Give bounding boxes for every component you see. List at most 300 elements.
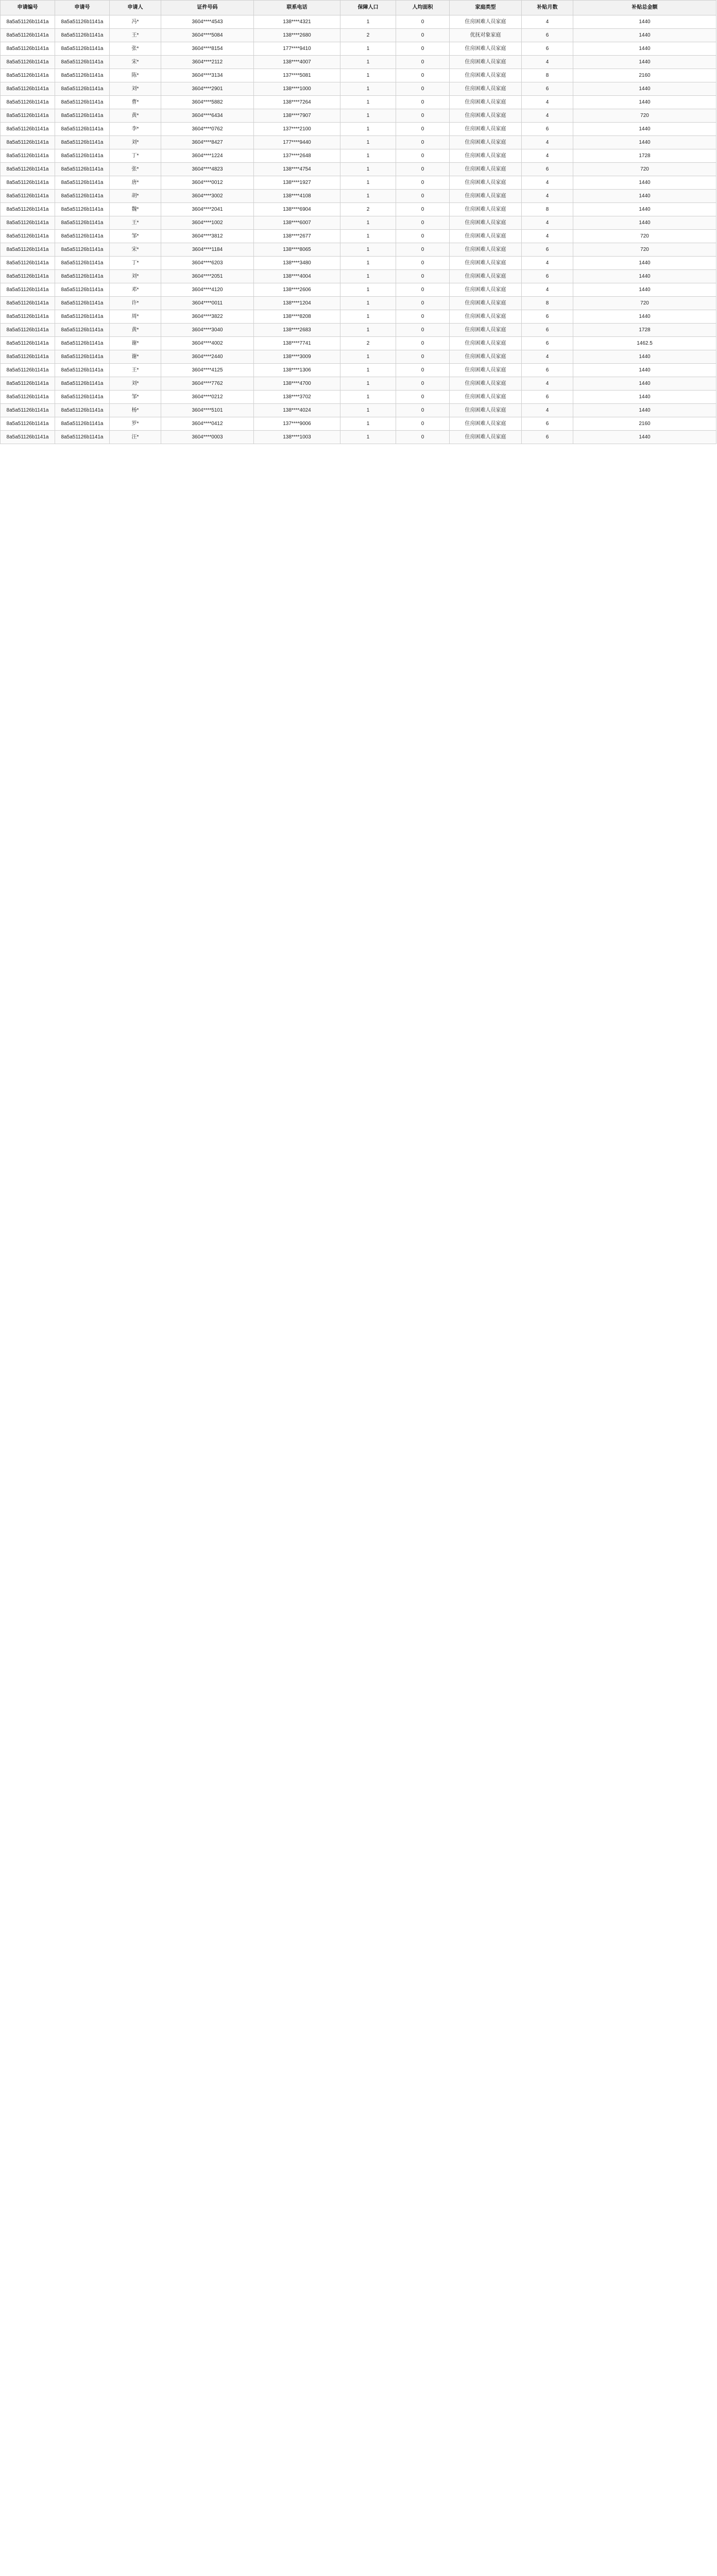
cell-no: 8a5a51126b1141a bbox=[55, 15, 110, 29]
table-row bbox=[1, 149, 716, 163]
col-header-id: 申请编号 bbox=[1, 1, 55, 15]
cell-id: 8a5a51126b1141a bbox=[1, 190, 55, 203]
cell-no: 8a5a51126b1141a bbox=[55, 310, 110, 324]
cell-no: 8a5a51126b1141a bbox=[55, 82, 110, 96]
table-row bbox=[1, 29, 716, 42]
table-row bbox=[1, 377, 716, 391]
cell-area: 0 bbox=[396, 417, 450, 431]
cell-card: 3604****3812 bbox=[161, 230, 254, 243]
cell-no: 8a5a51126b1141a bbox=[55, 56, 110, 69]
cell-id: 8a5a51126b1141a bbox=[1, 82, 55, 96]
cell-type: 住房困难人员家庭 bbox=[450, 257, 522, 270]
cell-phone: 138****7264 bbox=[254, 96, 340, 109]
cell-amount: 1440 bbox=[573, 136, 716, 149]
cell-card: 3604****1002 bbox=[161, 216, 254, 230]
cell-area: 0 bbox=[396, 431, 450, 444]
cell-no: 8a5a51126b1141a bbox=[55, 283, 110, 297]
cell-phone: 138****1306 bbox=[254, 364, 340, 377]
cell-name: 黄* bbox=[110, 324, 161, 337]
cell-id: 8a5a51126b1141a bbox=[1, 310, 55, 324]
cell-amount: 720 bbox=[573, 297, 716, 310]
cell-id: 8a5a51126b1141a bbox=[1, 417, 55, 431]
cell-no: 8a5a51126b1141a bbox=[55, 337, 110, 350]
cell-id: 8a5a51126b1141a bbox=[1, 377, 55, 391]
cell-type: 住房困难人员家庭 bbox=[450, 203, 522, 216]
cell-card: 3604****0012 bbox=[161, 176, 254, 190]
cell-name: 张* bbox=[110, 42, 161, 56]
table-row bbox=[1, 243, 716, 257]
cell-type: 住房困难人员家庭 bbox=[450, 431, 522, 444]
cell-area: 0 bbox=[396, 230, 450, 243]
cell-id: 8a5a51126b1141a bbox=[1, 337, 55, 350]
cell-area: 0 bbox=[396, 377, 450, 391]
cell-phone: 138****7741 bbox=[254, 337, 340, 350]
cell-amount: 1440 bbox=[573, 15, 716, 29]
cell-area: 0 bbox=[396, 123, 450, 136]
cell-card: 3604****2901 bbox=[161, 82, 254, 96]
cell-id: 8a5a51126b1141a bbox=[1, 257, 55, 270]
cell-card: 3604****3134 bbox=[161, 69, 254, 82]
cell-amount: 1440 bbox=[573, 190, 716, 203]
cell-no: 8a5a51126b1141a bbox=[55, 377, 110, 391]
cell-phone: 138****4024 bbox=[254, 404, 340, 417]
cell-id: 8a5a51126b1141a bbox=[1, 431, 55, 444]
cell-phone: 137****5081 bbox=[254, 69, 340, 82]
cell-area: 0 bbox=[396, 404, 450, 417]
cell-months: 4 bbox=[522, 283, 573, 297]
cell-id: 8a5a51126b1141a bbox=[1, 203, 55, 216]
cell-pop: 1 bbox=[340, 391, 396, 404]
cell-amount: 1440 bbox=[573, 123, 716, 136]
cell-card: 3604****2051 bbox=[161, 270, 254, 283]
cell-type: 住房困难人员家庭 bbox=[450, 404, 522, 417]
col-header-card: 证件号码 bbox=[161, 1, 254, 15]
cell-no: 8a5a51126b1141a bbox=[55, 149, 110, 163]
cell-name: 刘* bbox=[110, 270, 161, 283]
cell-no: 8a5a51126b1141a bbox=[55, 163, 110, 176]
cell-type: 住房困难人员家庭 bbox=[450, 270, 522, 283]
cell-name: 许* bbox=[110, 297, 161, 310]
cell-amount: 720 bbox=[573, 243, 716, 257]
cell-area: 0 bbox=[396, 391, 450, 404]
cell-months: 6 bbox=[522, 417, 573, 431]
cell-phone: 138****4004 bbox=[254, 270, 340, 283]
table-row bbox=[1, 324, 716, 337]
cell-phone: 138****6904 bbox=[254, 203, 340, 216]
cell-no: 8a5a51126b1141a bbox=[55, 29, 110, 42]
cell-months: 6 bbox=[522, 123, 573, 136]
cell-amount: 2160 bbox=[573, 69, 716, 82]
cell-area: 0 bbox=[396, 203, 450, 216]
cell-name: 黄* bbox=[110, 109, 161, 123]
cell-type: 住房困难人员家庭 bbox=[450, 82, 522, 96]
cell-type: 住房困难人员家庭 bbox=[450, 324, 522, 337]
cell-months: 4 bbox=[522, 190, 573, 203]
cell-type: 住房困难人员家庭 bbox=[450, 337, 522, 350]
cell-months: 6 bbox=[522, 82, 573, 96]
cell-id: 8a5a51126b1141a bbox=[1, 364, 55, 377]
cell-card: 3604****3002 bbox=[161, 190, 254, 203]
cell-id: 8a5a51126b1141a bbox=[1, 350, 55, 364]
cell-months: 8 bbox=[522, 203, 573, 216]
cell-no: 8a5a51126b1141a bbox=[55, 391, 110, 404]
cell-months: 4 bbox=[522, 216, 573, 230]
cell-months: 4 bbox=[522, 109, 573, 123]
cell-amount: 1440 bbox=[573, 257, 716, 270]
table-row bbox=[1, 270, 716, 283]
cell-pop: 1 bbox=[340, 190, 396, 203]
cell-amount: 1462.5 bbox=[573, 337, 716, 350]
cell-phone: 138****4321 bbox=[254, 15, 340, 29]
table-row bbox=[1, 136, 716, 149]
cell-type: 住房困难人员家庭 bbox=[450, 230, 522, 243]
cell-no: 8a5a51126b1141a bbox=[55, 243, 110, 257]
cell-area: 0 bbox=[396, 337, 450, 350]
cell-months: 4 bbox=[522, 176, 573, 190]
cell-pop: 2 bbox=[340, 203, 396, 216]
cell-area: 0 bbox=[396, 257, 450, 270]
cell-months: 6 bbox=[522, 270, 573, 283]
cell-months: 4 bbox=[522, 377, 573, 391]
cell-name: 刘* bbox=[110, 82, 161, 96]
cell-type: 住房困难人员家庭 bbox=[450, 176, 522, 190]
cell-pop: 1 bbox=[340, 216, 396, 230]
header-row bbox=[1, 1, 716, 15]
cell-id: 8a5a51126b1141a bbox=[1, 270, 55, 283]
cell-name: 宋* bbox=[110, 243, 161, 257]
cell-pop: 1 bbox=[340, 283, 396, 297]
col-header-amount: 补贴总金额 bbox=[573, 1, 716, 15]
cell-id: 8a5a51126b1141a bbox=[1, 136, 55, 149]
cell-months: 6 bbox=[522, 163, 573, 176]
cell-card: 3604****4125 bbox=[161, 364, 254, 377]
table-row bbox=[1, 230, 716, 243]
cell-card: 3604****0003 bbox=[161, 431, 254, 444]
cell-card: 3604****2440 bbox=[161, 350, 254, 364]
cell-phone: 138****4108 bbox=[254, 190, 340, 203]
cell-name: 唐* bbox=[110, 176, 161, 190]
col-header-type: 家庭类型 bbox=[450, 1, 522, 15]
subsidy-table bbox=[0, 0, 716, 444]
cell-pop: 1 bbox=[340, 163, 396, 176]
cell-phone: 138****2606 bbox=[254, 283, 340, 297]
cell-pop: 2 bbox=[340, 337, 396, 350]
cell-months: 4 bbox=[522, 230, 573, 243]
cell-name: 曹* bbox=[110, 96, 161, 109]
cell-pop: 1 bbox=[340, 123, 396, 136]
cell-area: 0 bbox=[396, 190, 450, 203]
cell-pop: 1 bbox=[340, 377, 396, 391]
cell-amount: 1440 bbox=[573, 176, 716, 190]
cell-name: 王* bbox=[110, 364, 161, 377]
cell-type: 住房困难人员家庭 bbox=[450, 310, 522, 324]
cell-card: 3604****2041 bbox=[161, 203, 254, 216]
cell-amount: 1440 bbox=[573, 310, 716, 324]
cell-no: 8a5a51126b1141a bbox=[55, 42, 110, 56]
col-header-name: 申请人 bbox=[110, 1, 161, 15]
table-row bbox=[1, 364, 716, 377]
col-header-no: 申请号 bbox=[55, 1, 110, 15]
cell-amount: 720 bbox=[573, 109, 716, 123]
cell-type: 住房困难人员家庭 bbox=[450, 96, 522, 109]
cell-phone: 138****1000 bbox=[254, 82, 340, 96]
cell-amount: 1440 bbox=[573, 391, 716, 404]
cell-pop: 1 bbox=[340, 15, 396, 29]
cell-months: 4 bbox=[522, 56, 573, 69]
cell-pop: 1 bbox=[340, 257, 396, 270]
table-row bbox=[1, 109, 716, 123]
cell-pop: 2 bbox=[340, 29, 396, 42]
cell-amount: 2160 bbox=[573, 417, 716, 431]
cell-no: 8a5a51126b1141a bbox=[55, 364, 110, 377]
cell-amount: 1440 bbox=[573, 404, 716, 417]
cell-type: 住房困难人员家庭 bbox=[450, 149, 522, 163]
cell-months: 4 bbox=[522, 15, 573, 29]
cell-type: 住房困难人员家庭 bbox=[450, 243, 522, 257]
cell-phone: 138****3480 bbox=[254, 257, 340, 270]
cell-pop: 1 bbox=[340, 324, 396, 337]
cell-area: 0 bbox=[396, 364, 450, 377]
cell-amount: 1440 bbox=[573, 364, 716, 377]
cell-id: 8a5a51126b1141a bbox=[1, 297, 55, 310]
cell-no: 8a5a51126b1141a bbox=[55, 216, 110, 230]
cell-pop: 1 bbox=[340, 109, 396, 123]
cell-card: 3604****2112 bbox=[161, 56, 254, 69]
cell-name: 杨* bbox=[110, 404, 161, 417]
cell-no: 8a5a51126b1141a bbox=[55, 404, 110, 417]
cell-amount: 1440 bbox=[573, 431, 716, 444]
cell-area: 0 bbox=[396, 56, 450, 69]
cell-type: 住房困难人员家庭 bbox=[450, 163, 522, 176]
table-row bbox=[1, 123, 716, 136]
cell-area: 0 bbox=[396, 15, 450, 29]
cell-type: 住房困难人员家庭 bbox=[450, 417, 522, 431]
table-row bbox=[1, 417, 716, 431]
cell-type: 住房困难人员家庭 bbox=[450, 377, 522, 391]
cell-phone: 138****4007 bbox=[254, 56, 340, 69]
cell-card: 3604****7762 bbox=[161, 377, 254, 391]
cell-months: 4 bbox=[522, 149, 573, 163]
cell-amount: 1440 bbox=[573, 216, 716, 230]
cell-area: 0 bbox=[396, 109, 450, 123]
cell-area: 0 bbox=[396, 270, 450, 283]
cell-phone: 138****1204 bbox=[254, 297, 340, 310]
table-row bbox=[1, 391, 716, 404]
cell-id: 8a5a51126b1141a bbox=[1, 123, 55, 136]
table-row bbox=[1, 431, 716, 444]
cell-name: 宋* bbox=[110, 56, 161, 69]
cell-no: 8a5a51126b1141a bbox=[55, 176, 110, 190]
cell-pop: 1 bbox=[340, 297, 396, 310]
table-row bbox=[1, 69, 716, 82]
table-row bbox=[1, 297, 716, 310]
cell-months: 6 bbox=[522, 29, 573, 42]
cell-pop: 1 bbox=[340, 69, 396, 82]
cell-id: 8a5a51126b1141a bbox=[1, 404, 55, 417]
table-row bbox=[1, 42, 716, 56]
cell-area: 0 bbox=[396, 149, 450, 163]
cell-id: 8a5a51126b1141a bbox=[1, 29, 55, 42]
cell-amount: 1440 bbox=[573, 29, 716, 42]
cell-amount: 720 bbox=[573, 163, 716, 176]
cell-amount: 1728 bbox=[573, 149, 716, 163]
cell-amount: 720 bbox=[573, 230, 716, 243]
cell-phone: 138****3702 bbox=[254, 391, 340, 404]
cell-phone: 137****9006 bbox=[254, 417, 340, 431]
cell-id: 8a5a51126b1141a bbox=[1, 109, 55, 123]
table-row bbox=[1, 56, 716, 69]
cell-months: 6 bbox=[522, 391, 573, 404]
cell-type: 住房困难人员家庭 bbox=[450, 123, 522, 136]
cell-pop: 1 bbox=[340, 176, 396, 190]
cell-type: 住房困难人员家庭 bbox=[450, 283, 522, 297]
cell-area: 0 bbox=[396, 42, 450, 56]
cell-name: 刘* bbox=[110, 136, 161, 149]
cell-pop: 1 bbox=[340, 136, 396, 149]
cell-no: 8a5a51126b1141a bbox=[55, 350, 110, 364]
cell-no: 8a5a51126b1141a bbox=[55, 69, 110, 82]
cell-area: 0 bbox=[396, 29, 450, 42]
cell-area: 0 bbox=[396, 136, 450, 149]
cell-area: 0 bbox=[396, 216, 450, 230]
cell-name: 刘* bbox=[110, 377, 161, 391]
table-row bbox=[1, 96, 716, 109]
cell-pop: 1 bbox=[340, 56, 396, 69]
cell-phone: 138****1927 bbox=[254, 176, 340, 190]
cell-card: 3604****6434 bbox=[161, 109, 254, 123]
cell-phone: 138****7907 bbox=[254, 109, 340, 123]
cell-area: 0 bbox=[396, 310, 450, 324]
cell-id: 8a5a51126b1141a bbox=[1, 42, 55, 56]
cell-card: 3604****4543 bbox=[161, 15, 254, 29]
cell-no: 8a5a51126b1141a bbox=[55, 324, 110, 337]
cell-id: 8a5a51126b1141a bbox=[1, 56, 55, 69]
cell-months: 8 bbox=[522, 69, 573, 82]
cell-phone: 138****4754 bbox=[254, 163, 340, 176]
cell-pop: 1 bbox=[340, 270, 396, 283]
cell-phone: 138****4700 bbox=[254, 377, 340, 391]
cell-name: 王* bbox=[110, 216, 161, 230]
cell-pop: 1 bbox=[340, 82, 396, 96]
cell-type: 优抚对象家庭 bbox=[450, 29, 522, 42]
cell-id: 8a5a51126b1141a bbox=[1, 149, 55, 163]
table-row bbox=[1, 257, 716, 270]
cell-phone: 138****3009 bbox=[254, 350, 340, 364]
cell-name: 丁* bbox=[110, 149, 161, 163]
cell-area: 0 bbox=[396, 243, 450, 257]
cell-no: 8a5a51126b1141a bbox=[55, 109, 110, 123]
cell-amount: 1440 bbox=[573, 350, 716, 364]
cell-months: 6 bbox=[522, 243, 573, 257]
cell-type: 住房困难人员家庭 bbox=[450, 109, 522, 123]
cell-no: 8a5a51126b1141a bbox=[55, 136, 110, 149]
cell-type: 住房困难人员家庭 bbox=[450, 216, 522, 230]
cell-months: 6 bbox=[522, 42, 573, 56]
cell-area: 0 bbox=[396, 82, 450, 96]
table-row bbox=[1, 216, 716, 230]
cell-card: 3604****8427 bbox=[161, 136, 254, 149]
table-row bbox=[1, 176, 716, 190]
cell-phone: 138****2680 bbox=[254, 29, 340, 42]
table-row bbox=[1, 15, 716, 29]
cell-phone: 138****6007 bbox=[254, 216, 340, 230]
cell-pop: 1 bbox=[340, 149, 396, 163]
cell-id: 8a5a51126b1141a bbox=[1, 163, 55, 176]
cell-no: 8a5a51126b1141a bbox=[55, 297, 110, 310]
cell-id: 8a5a51126b1141a bbox=[1, 230, 55, 243]
cell-name: 魏* bbox=[110, 203, 161, 216]
cell-no: 8a5a51126b1141a bbox=[55, 417, 110, 431]
cell-months: 6 bbox=[522, 310, 573, 324]
cell-type: 住房困难人员家庭 bbox=[450, 364, 522, 377]
cell-card: 3604****6203 bbox=[161, 257, 254, 270]
col-header-area: 人均面积 bbox=[396, 1, 450, 15]
cell-name: 胡* bbox=[110, 190, 161, 203]
cell-amount: 1440 bbox=[573, 42, 716, 56]
cell-name: 王* bbox=[110, 29, 161, 42]
col-header-months: 补贴月数 bbox=[522, 1, 573, 15]
cell-card: 3604****5084 bbox=[161, 29, 254, 42]
table-row bbox=[1, 337, 716, 350]
cell-card: 3604****1184 bbox=[161, 243, 254, 257]
cell-no: 8a5a51126b1141a bbox=[55, 431, 110, 444]
cell-amount: 1440 bbox=[573, 82, 716, 96]
cell-card: 3604****1224 bbox=[161, 149, 254, 163]
cell-amount: 1440 bbox=[573, 283, 716, 297]
cell-amount: 1440 bbox=[573, 270, 716, 283]
cell-phone: 138****8208 bbox=[254, 310, 340, 324]
cell-card: 3604****4002 bbox=[161, 337, 254, 350]
cell-phone: 137****2648 bbox=[254, 149, 340, 163]
cell-phone: 138****2683 bbox=[254, 324, 340, 337]
cell-id: 8a5a51126b1141a bbox=[1, 15, 55, 29]
cell-id: 8a5a51126b1141a bbox=[1, 324, 55, 337]
table-row bbox=[1, 163, 716, 176]
cell-id: 8a5a51126b1141a bbox=[1, 391, 55, 404]
table-row bbox=[1, 350, 716, 364]
cell-name: 邓* bbox=[110, 283, 161, 297]
cell-card: 3604****5101 bbox=[161, 404, 254, 417]
cell-name: 汪* bbox=[110, 431, 161, 444]
cell-name: 李* bbox=[110, 123, 161, 136]
cell-months: 6 bbox=[522, 337, 573, 350]
cell-pop: 1 bbox=[340, 96, 396, 109]
cell-pop: 1 bbox=[340, 230, 396, 243]
cell-card: 3604****3040 bbox=[161, 324, 254, 337]
cell-months: 6 bbox=[522, 364, 573, 377]
cell-no: 8a5a51126b1141a bbox=[55, 123, 110, 136]
cell-months: 4 bbox=[522, 136, 573, 149]
table-row bbox=[1, 190, 716, 203]
cell-type: 住房困难人员家庭 bbox=[450, 350, 522, 364]
cell-pop: 1 bbox=[340, 42, 396, 56]
cell-name: 邹* bbox=[110, 230, 161, 243]
cell-type: 住房困难人员家庭 bbox=[450, 15, 522, 29]
cell-months: 4 bbox=[522, 257, 573, 270]
cell-card: 3604****0412 bbox=[161, 417, 254, 431]
cell-card: 3604****3822 bbox=[161, 310, 254, 324]
cell-no: 8a5a51126b1141a bbox=[55, 270, 110, 283]
cell-phone: 177****9440 bbox=[254, 136, 340, 149]
table-row bbox=[1, 283, 716, 297]
cell-id: 8a5a51126b1141a bbox=[1, 243, 55, 257]
cell-months: 4 bbox=[522, 96, 573, 109]
cell-name: 陈* bbox=[110, 69, 161, 82]
cell-area: 0 bbox=[396, 96, 450, 109]
cell-months: 8 bbox=[522, 297, 573, 310]
cell-phone: 138****2677 bbox=[254, 230, 340, 243]
cell-pop: 1 bbox=[340, 404, 396, 417]
